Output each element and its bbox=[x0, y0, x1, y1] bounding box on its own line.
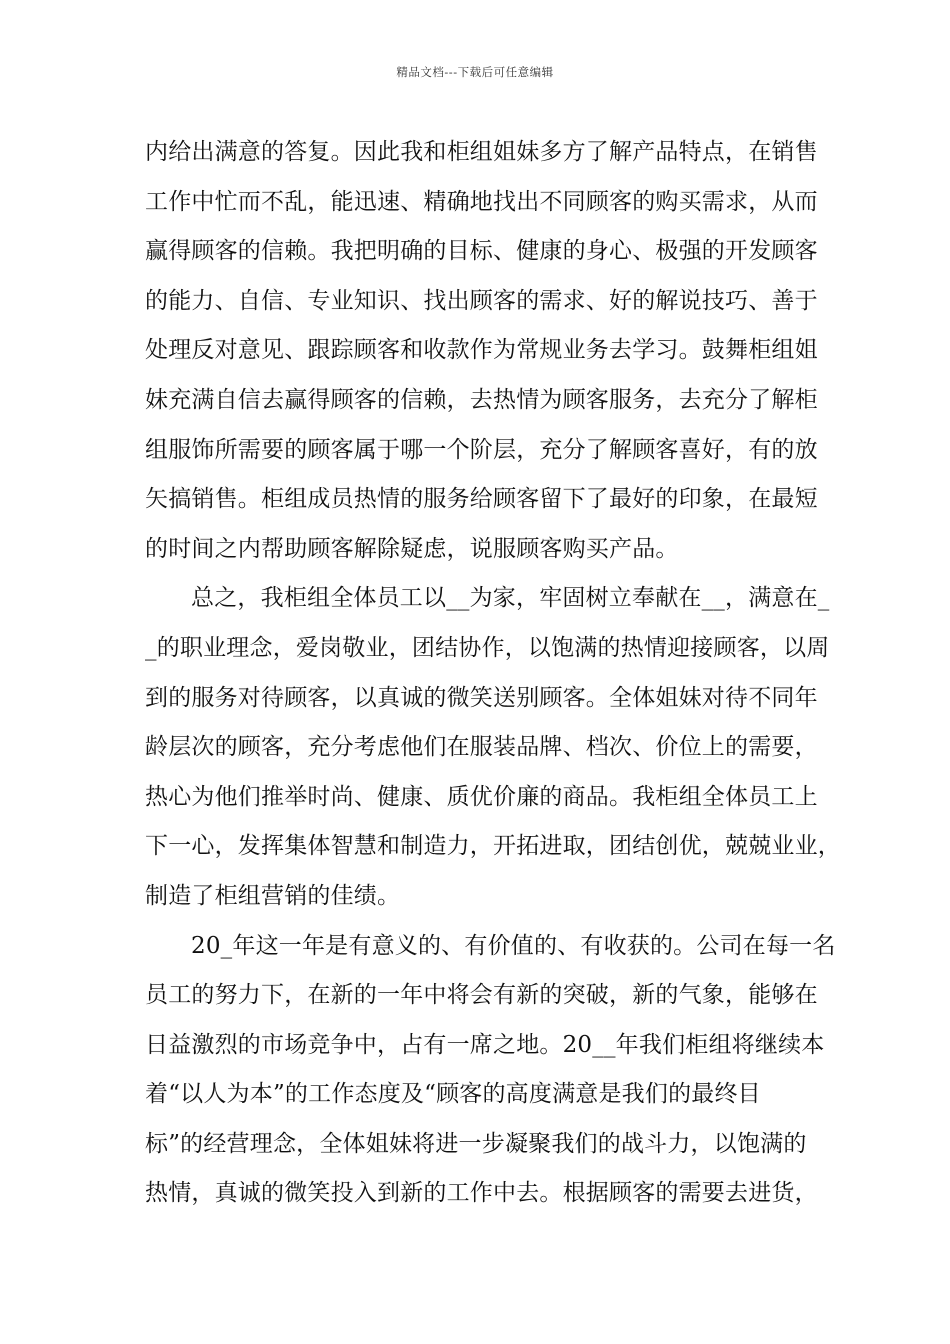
text-line: 下一心，发挥集体智慧和制造力，开拓进取，团结创优，兢兢业业， bbox=[145, 833, 841, 860]
text-line: 组服饰所需要的顾客属于哪一个阶层，充分了解顾客喜好，有的放 bbox=[145, 436, 818, 463]
paragraph-2 bbox=[145, 574, 841, 921]
text-line: 制造了柜组营销的佳绩。 bbox=[145, 882, 401, 909]
text-line: 热情，真诚的微笑投入到新的工作中去。根据顾客的需要去进货， bbox=[145, 1180, 818, 1207]
text-line: 员工的努力下，在新的一年中将会有新的突破，新的气象，能够在 bbox=[145, 982, 818, 1009]
text-line: _的职业理念，爱岗敬业，团结协作，以饱满的热情迎接顾客，以周 bbox=[145, 634, 830, 661]
text-line: 到的服务对待顾客，以真诚的微笑送别顾客。全体姐妹对待不同年 bbox=[145, 684, 818, 711]
text-line: 处理反对意见、跟踪顾客和收款作为常规业务去学习。鼓舞柜组姐 bbox=[145, 337, 818, 364]
text-line: 工作中忙而不乱，能迅速、精确地找出不同顾客的购买需求，从而 bbox=[145, 188, 818, 215]
page-header: 精品文档---下载后可任意编辑 bbox=[396, 65, 554, 79]
text-line: 日益激烈的市场竞争中，占有一席之地。20__年我们柜组将继续本 bbox=[145, 1031, 825, 1058]
text-line: 热心为他们推举时尚、健康、质优价廉的商品。我柜组全体员工上 bbox=[145, 783, 818, 810]
text-line: 的时间之内帮助顾客解除疑虑，说服顾客购买产品。 bbox=[145, 535, 679, 562]
text-line: 标”的经营理念，全体姐妹将进一步凝聚我们的战斗力，以饱满的 bbox=[145, 1130, 807, 1157]
text-line: 妹充满自信去赢得顾客的信赖，去热情为顾客服务，去充分了解柜 bbox=[145, 386, 818, 413]
text-line: 内给出满意的答复。因此我和柜组姐妹多方了解产品特点，在销售 bbox=[145, 139, 818, 165]
paragraph-3 bbox=[145, 922, 836, 1220]
text-line: 龄层次的顾客，充分考虑他们在服装品牌、档次、价位上的需要， bbox=[145, 734, 818, 761]
text-line: 着“以人为本”的工作态度及“顾客的高度满意是我们的最终目 bbox=[145, 1081, 761, 1108]
paragraph-1 bbox=[145, 128, 825, 574]
text-line: 总之，我柜组全体员工以__为家，牢固树立奉献在__，满意在_ bbox=[191, 585, 830, 612]
document-body bbox=[145, 128, 841, 1219]
text-line: 20_年这一年是有意义的、有价值的、有收获的。公司在每一名 bbox=[191, 932, 836, 959]
text-line: 赢得顾客的信赖。我把明确的目标、健康的身心、极强的开发顾客 bbox=[145, 238, 818, 265]
text-line: 的能力、自信、专业知识、找出顾客的需求、好的解说技巧、善于 bbox=[145, 287, 818, 314]
text-line: 矢搞销售。柜组成员热情的服务给顾客留下了最好的印象，在最短 bbox=[145, 486, 818, 513]
